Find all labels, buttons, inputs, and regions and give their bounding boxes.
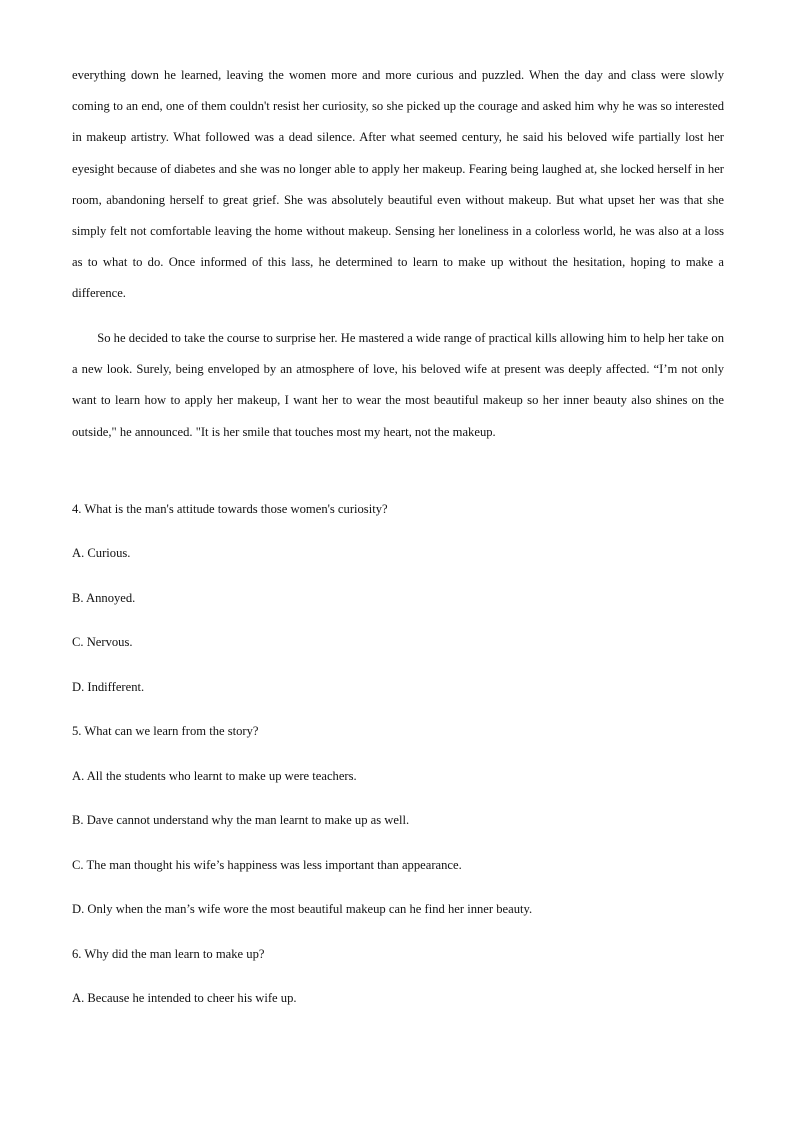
question-6-stem: 6. Why did the man learn to make up? xyxy=(72,947,265,961)
question-5-option-d: D. Only when the man’s wife wore the most beautiful makeup can he find her inner beauty. xyxy=(72,902,533,916)
question-4-stem: 4. What is the man's attitude towards those women's curiosity? xyxy=(72,502,388,516)
question-5-option-c: C. The man thought his wife’s happiness was less important than appearance. xyxy=(72,858,462,872)
question-5-option-a: A. All the students who learnt to make up were teachers. xyxy=(72,769,357,783)
question-5-option-b: B. Dave cannot understand why the man learnt to make up as well. xyxy=(72,813,410,827)
question-6-option-a: A. Because he intended to cheer his wife up. xyxy=(72,991,297,1005)
question-4-option-a: A. Curious. xyxy=(72,546,131,560)
question-4-option-d: D. Indifferent. xyxy=(72,680,145,694)
question-4-option-b: B. Annoyed. xyxy=(72,591,136,605)
question-4-option-c: C. Nervous. xyxy=(72,635,133,649)
passage-paragraph-2: So he decided to take the course to surprise her. He mastered a wide range of practical kills allowing him to help her take on a new look. Surely, being enveloped by an atmosphere of love, his beloved wife at present was deeply affected. “I’m not only want to learn how to apply her makeup, I want her to wear the most beautiful makeup so her inner beauty also shines on the outside," he announced. "It is her smile that touches most my heart, not the makeup. xyxy=(72,331,724,439)
question-5-stem: 5. What can we learn from the story? xyxy=(72,724,259,738)
passage-paragraph-1: everything down he learned, leaving the women more and more curious and puzzled. When the day and class were slowly coming to an end, one of them couldn't resist her curiosity, so she picked up the courage and asked him why he was so interested in makeup artistry. What followed was a dead silence. After what seemed century, he said his beloved wife partially lost her eyesight because of diabetes and she was no longer able to apply her makeup. Fearing being laughed at, she locked herself in her room, abandoning herself to great grief. She was absolutely beautiful even without makeup. But what upset her was that she simply felt not comfortable leaving the home without makeup. Sensing her loneliness in a colorless world, he was also at a loss as to what to do. Once informed of this lass, he determined to learn to make up without the hesitation, hoping to make a difference. xyxy=(72,68,724,301)
